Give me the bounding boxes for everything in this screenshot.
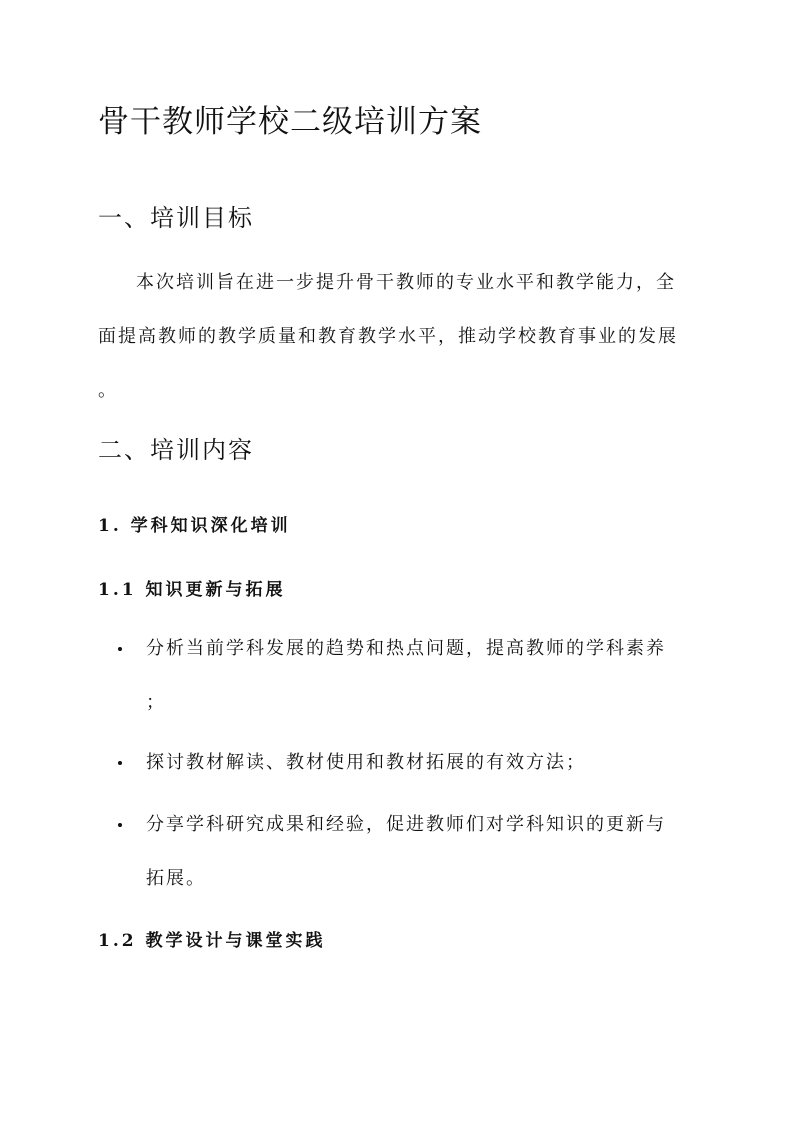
item-heading-teaching-design: 1.2 教学设计与课堂实践 bbox=[98, 931, 326, 951]
bullet-icon bbox=[118, 823, 122, 827]
document-title: 骨干教师学校二级培训方案 bbox=[98, 104, 482, 140]
bullet-icon bbox=[118, 647, 122, 651]
paragraph-line: 。 bbox=[98, 380, 118, 401]
list-item-line: 分析当前学科发展的趋势和热点问题，提高教师的学科素养 bbox=[146, 638, 666, 659]
goals-paragraph bbox=[98, 256, 702, 418]
list-item-text bbox=[146, 622, 706, 730]
list-item-line: ； bbox=[146, 692, 166, 713]
list-item-text bbox=[146, 736, 706, 790]
list-item-text bbox=[146, 798, 706, 906]
item-heading-knowledge-update: 1.1 知识更新与拓展 bbox=[98, 580, 286, 600]
subsection-heading-subject-knowledge: 1. 学科知识深化培训 bbox=[98, 516, 291, 536]
section-heading-content: 二、培训内容 bbox=[98, 436, 254, 464]
paragraph-line: 本次培训旨在进一步提升骨干教师的专业水平和教学能力，全 bbox=[136, 272, 676, 293]
paragraph-line: 面提高教师的教学质量和教育教学水平，推动学校教育事业的发展 bbox=[98, 326, 678, 347]
bullet-icon bbox=[118, 761, 122, 765]
list-item-line: 拓展。 bbox=[146, 868, 206, 889]
section-heading-goals: 一、培训目标 bbox=[98, 204, 254, 232]
list-item-line: 分享学科研究成果和经验，促进教师们对学科知识的更新与 bbox=[146, 814, 666, 835]
list-item-line: 探讨教材解读、教材使用和教材拓展的有效方法； bbox=[146, 752, 586, 773]
